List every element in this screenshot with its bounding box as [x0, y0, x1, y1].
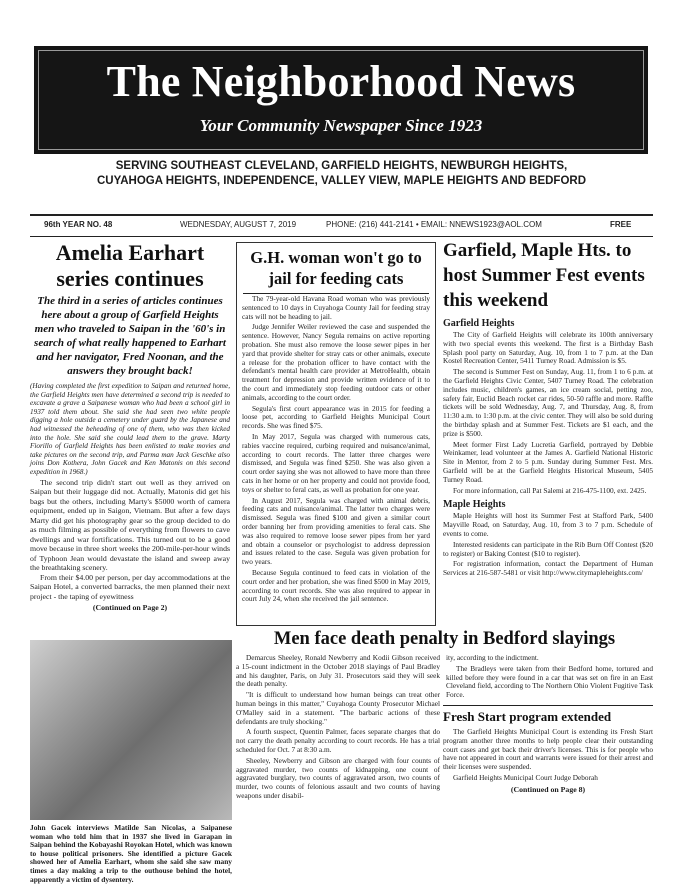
- bedford-c2-p1: ity, according to the indictment.: [446, 653, 539, 662]
- earhart-article: [30, 240, 230, 612]
- summerfest-p7: For registration information, contact the Department of Human Services at 216-587-5481 or visit http://www.citymapleheights.com/: [443, 559, 653, 578]
- bedford-c1-p1: Demarcus Sheeley, Ronald Newberry and Kodii Gibson received a 15-count indictment in the October 2018 slayings of Paul Bradley and his daughter, Paris, on July 31. Prosecutors said they will seek the death penalty.: [236, 653, 440, 689]
- gh-woman-p5: In August 2017, Segula was charged with animal debris, feeding cats and nuisance/animal. The latter two charges were dismissed. Segula was fined $100 and given a similar court order banning her from providing amenities to feral cats. She was also required to remove loose sewer pipes from her yard and obtain a counselor or psychologist to address depression and issues related to the case. Segula was given probation for two years.: [242, 495, 430, 567]
- summerfest-p5: Maple Heights will host its Summer Fest at Stafford Park, 5400 Mayville Road, on Saturday, Aug. 10, from 3 to 7 p.m. Schedule of events to come.: [443, 511, 653, 538]
- bedford-c2-p2: The Bradleys were taken from their Bedford home, tortured and killed before they were found in a car that was set on fire in an East Cleveland field, according to The Northern Ohio Violent Fugitive Task Force.: [446, 663, 653, 700]
- summerfest-p3: Meet former First Lady Lucretia Garfield, portrayed by Debbie Weinkamer, lead volunteer at the James A. Garfield National Historic Site in Mentor, from 2 to 5 p.m. Sunday during Summer Fest. Mrs. Garfield will be at the Garfield Heights Historical Museum, 5405 Turney Road.: [443, 439, 653, 484]
- infobar-top-rule: [30, 214, 653, 216]
- summerfest-sub-maple: Maple Heights: [443, 499, 506, 511]
- newspaper-tagline: Your Community Newspaper Since 1923: [199, 116, 483, 135]
- price: FREE: [610, 220, 632, 229]
- newspaper-title: The Neighborhood News: [106, 57, 576, 106]
- earhart-body-2: From their $4.00 per person, per day accommodations at the Saipan Hotel, a converted barracks, the men planned their next project - the taping of eyewitness: [30, 572, 230, 601]
- serving-line-1: SERVING SOUTHEAST CLEVELAND, GARFIELD HEIGHTS, NEWBURGH HEIGHTS,: [115, 160, 568, 172]
- earhart-photo-caption-wrap: [30, 823, 232, 884]
- freshstart-headline: Fresh Start program extended: [443, 709, 612, 724]
- contact-info: PHONE: (216) 441-2141 • EMAIL: NNEWS1923@AOL.COM: [326, 220, 542, 229]
- bedford-c1-p4: Sheeley, Newberry and Gibson are charged with four counts of aggravated murder, two counts of kidnapping, one count of aggravated burglary, two counts of aggravated arson, two counts of murder, two counts of felonious assault and two counts of having weapons under disabil-: [236, 755, 440, 800]
- freshstart-p2: Garfield Heights Municipal Court Judge Deborah: [453, 772, 598, 782]
- freshstart-top-rule: [443, 705, 653, 706]
- earhart-continued: (Continued on Page 2): [92, 603, 168, 613]
- summerfest-p6: Interested residents can participate in the Rib Burn Off Contest ($20 to register) or Baking Contest ($10 to register).: [443, 539, 653, 558]
- summerfest-article: [443, 238, 653, 578]
- summerfest-p2: The second is Summer Fest on Sunday, Aug. 11, from 1 to 6 p.m. at the Garfield Heights Civic Center, 5407 Turney Road. The celebration includes music, children's games, an ice cream social, petting zoo, safety fair, Euclid Beach rocket car rides, 50-50 raffle and more. Raffle tickets will be sold Wednesday, Aug. 7, and Thursday, Aug. 8, from 11:30 a.m. to 1:30 p.m. at the civic center. They will also be sold during the birthday splash and at Summer Fest. Tickets are $1 each, and the prize is $500.: [443, 367, 653, 438]
- bedford-headline: Men face death penalty in Bedford slayings: [273, 629, 616, 649]
- summerfest-headline: Garfield, Maple Hts. to host Summer Fest events this weekend: [443, 240, 645, 311]
- gh-woman-rule: [243, 293, 429, 294]
- issue-date: WEDNESDAY, AUGUST 7, 2019: [180, 220, 297, 229]
- bedford-c1-p3: A fourth suspect, Quentin Palmer, faces separate charges that do not carry the death penalty according to court records. He has a trial scheduled for Oct. 7 at 8:30 a.m.: [236, 727, 440, 754]
- serving-line-2: CUYAHOGA HEIGHTS, INDEPENDENCE, VALLEY VIEW, MAPLE HEIGHTS AND BEDFORD: [96, 175, 586, 187]
- issue-number: 96th YEAR NO. 48: [44, 220, 113, 229]
- infobar-bottom-rule: [30, 236, 653, 237]
- gh-woman-box: [236, 242, 436, 626]
- earhart-photo-caption: John Gacek interviews Matilde San Nicolas, a Saipanese woman who told him that in 1937 she lived in Garapan in Saipan behind the Kobayashi Royokan Hotel, which was known to house political prisoners. She identified a picture Gacek showed her of Amelia Earhart, whom she said she saw many times a day making a trip to the outhouse behind the hotel, apparently a victim of dysentery.: [30, 823, 232, 884]
- earhart-body-1: The second trip didn't start out well as they arrived on Saipan but their luggage did not. Actually, Matonis did get his bags but the others, including Marty's $5000 worth of camera equipment, ended up in Saigon, Vietnam. But after a few days Marty did get his photography gear so the group decided to do as much filming as possible of everything from flowers to cave dwellings and war fortifications. This turned out to be a good move because in three short weeks the 200-mile-per-hour winds of Typhoon Jean would devastate the island and sweep away the breathtaking scenery.: [30, 477, 230, 573]
- gh-woman-p1: The 79-year-old Havana Road woman who was previously sentenced to 10 days in Cuyahoga County Jail for feeding stray cats will not be heading to jail.: [242, 294, 430, 321]
- gh-woman-p4: In May 2017, Segula was charged with numerous cats, rabies vaccine required, curbing required and nuisance/animal, according to court records. The latter three charges were dismissed, and Segula was fined $250. She was also given a court order saying she was not allowed to have more than three cats in her home or on her property and could not provide food, toys or shelter to feral cats, as well as probation for one year.: [242, 431, 430, 494]
- earhart-headline: [30, 240, 230, 292]
- gh-woman-p2: Judge Jennifer Weiler reviewed the case and suspended the sentence. However, Nancy Segula remains on active reporting probation. She must also remove the loose sewer pipes in her yard that provide shelter for stray cats or other animals, execute a release for the probation officer to have contact with the defendant's mental health care provider at MetroHealth, obtain treatment for depression and provide written evidence of it to the court and immediately stop feeding outdoor cats or other animals, according to the court order.: [242, 322, 430, 402]
- masthead: [34, 46, 648, 154]
- gh-woman-p3: Segula's first court appearance was in 2015 for feeding a loose pet, according to Garfield Heights Municipal Court records. She was fined $75.: [242, 403, 430, 431]
- summerfest-p4: For more information, call Pat Salemi at 216-475-1100, ext. 2425.: [453, 485, 647, 495]
- freshstart-continued: (Continued on Page 8): [510, 784, 586, 794]
- bedford-c1-p2: "It is difficult to understand how human beings can treat other human beings in this matter," Cuyahoga County Prosecutor Michael O'Malley said in a statement. "The barbaric actions of these defendants are truly shocking.": [236, 690, 440, 726]
- bedford-col-2: [446, 654, 653, 700]
- summerfest-p1: The City of Garfield Heights will celebrate its 100th anniversary with two special events this weekend. The first is a Birthday Bash Splash pool party on Saturday, Aug. 10, from 1 to 7 p.m. at the Dan Kostel Recreation Center, 5411 Turney Road. Admission is $5.: [443, 330, 653, 366]
- gh-woman-headline: G.H. woman won't go to jail for feeding cats: [250, 248, 422, 288]
- freshstart-article: [443, 709, 653, 794]
- earhart-headline-line-2: series continues: [56, 266, 204, 291]
- earhart-intro: (Having completed the first expedition to Saipan and returned home, the Garfield Heights men have determined a second trip is needed to excavate a grave a Saipanese woman who had been a school girl in 1937 told them about. She said she had seen two white people digging a hole outside a cemetery under guard by the Japanese and had witnessed the beheading of one of them, who was then kicked into the hole. She said she could lead them to the grave. Marty Fiorillo of Garfield Heights has been enlisted to make movies and take pictures on the second trip, and Parma man Jack Geschke also joins Don Kothera, John Gacek and Ken Matonis on this second expedition in 1968.): [30, 382, 230, 476]
- bedford-col-1: [236, 654, 440, 801]
- earhart-deck: The third in a series of articles continues here about a group of Garfield Heights men who traveled to Saipan in the '60's in search of what really happened to Earhart and her navigator, Fred Noonan, and the answers they brought back!: [34, 295, 226, 377]
- gh-woman-p6: Because Segula continued to feed cats in violation of the court order and her probation, she was fined $500 in May 2019, according to court records. She was also required to appear in court July 24, when she received the jail sentence.: [242, 567, 430, 604]
- earhart-photo: [30, 640, 232, 820]
- freshstart-p1: The Garfield Heights Municipal Court is extending its Fresh Start program another three months to help people clear their outstanding court cases and get back their driver's licenses. This is for people who have not appeared in court and warrants were issued for their arrest and their licenses were suspended.: [443, 727, 653, 772]
- earhart-headline-line-1: Amelia Earhart: [55, 240, 205, 265]
- summerfest-sub-garfield: Garfield Heights: [443, 318, 515, 329]
